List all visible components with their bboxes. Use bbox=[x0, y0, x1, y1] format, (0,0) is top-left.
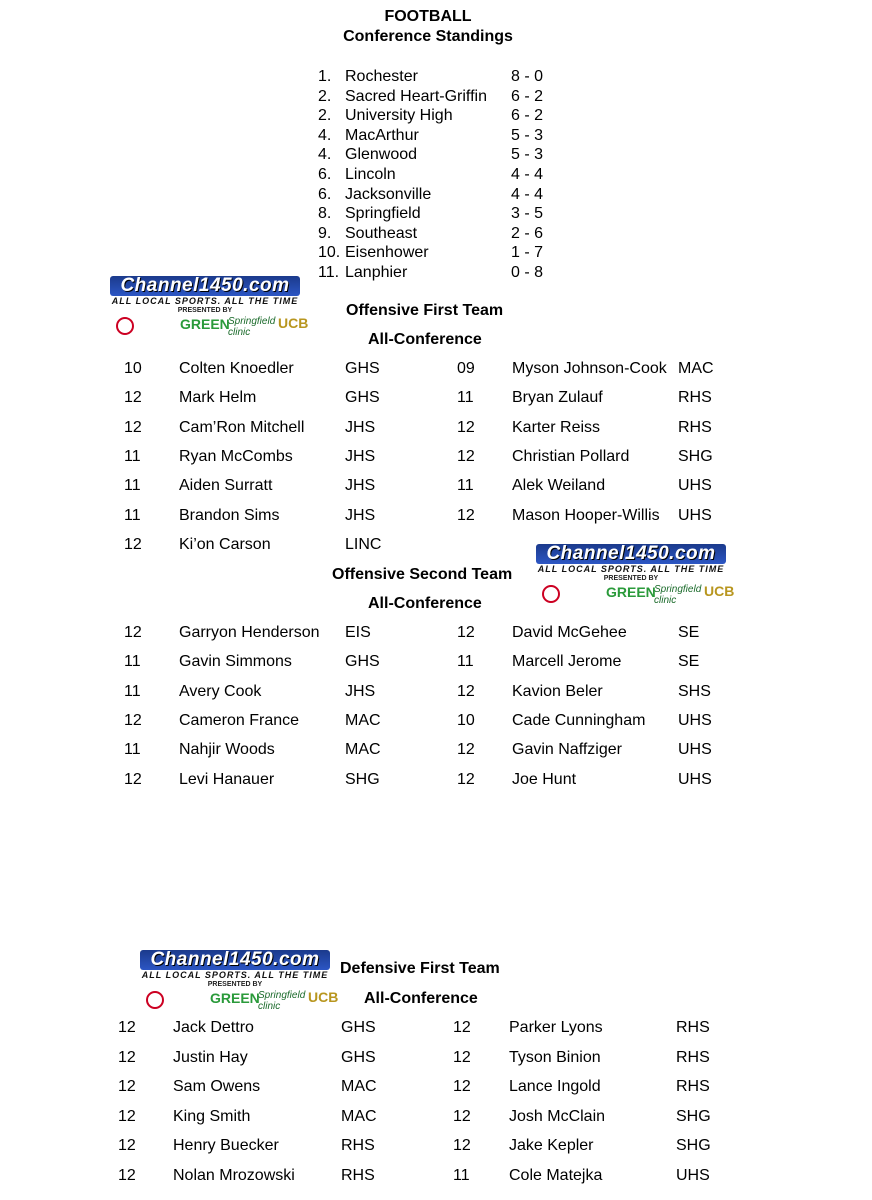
standing-record: 6 - 2 bbox=[511, 87, 544, 105]
standing-rank: 4. bbox=[318, 126, 332, 144]
player-name: Garryon Henderson bbox=[179, 624, 320, 641]
player-year: 12 bbox=[124, 535, 142, 553]
logo-brand: Channel1450.com bbox=[110, 276, 300, 296]
player-school: UHS bbox=[678, 506, 712, 524]
standing-team: Springfield bbox=[345, 205, 421, 223]
standing-team: Lincoln bbox=[345, 166, 396, 183]
player-year: 12 bbox=[118, 1167, 136, 1184]
channel1450-logo bbox=[536, 543, 735, 606]
standing-record: 6 - 2 bbox=[511, 107, 544, 125]
sponsor-springfield: Springfield clinic bbox=[258, 990, 306, 1012]
player-year: 12 bbox=[457, 447, 475, 465]
player-school: UHS bbox=[678, 741, 712, 759]
player-name: Colten Knoedler bbox=[179, 360, 294, 377]
player-year: 11 bbox=[457, 653, 474, 671]
player-school: SE bbox=[678, 653, 700, 671]
off-second-subheading: All-Conference bbox=[368, 595, 482, 612]
player-name: Jake Kepler bbox=[509, 1137, 594, 1155]
standing-rank: 11. bbox=[318, 264, 340, 281]
player-school: GHS bbox=[345, 653, 380, 671]
player-school: MAC bbox=[345, 741, 381, 759]
off-first-heading: Offensive First Team bbox=[346, 302, 504, 319]
player-name: Gavin Naffziger bbox=[512, 741, 622, 759]
player-year: 12 bbox=[124, 624, 142, 641]
player-year: 12 bbox=[124, 389, 142, 407]
player-name: Cameron France bbox=[179, 711, 300, 729]
player-school: RHS bbox=[676, 1078, 710, 1096]
player-year: 09 bbox=[457, 360, 475, 377]
player-year: 12 bbox=[453, 1107, 471, 1125]
player-name: Cole Matejka bbox=[509, 1167, 603, 1184]
sponsor-green: GREEN bbox=[606, 584, 656, 600]
player-school: MAC bbox=[341, 1078, 377, 1096]
sponsor-springfield: Springfield clinic bbox=[228, 316, 276, 338]
player-name: Bryan Zulauf bbox=[512, 389, 603, 407]
player-name: Ryan McCombs bbox=[179, 447, 293, 465]
player-school: LINC bbox=[345, 535, 382, 553]
player-name: David McGehee bbox=[512, 624, 627, 641]
player-name: Alek Weiland bbox=[512, 477, 606, 495]
player-name: Myson Johnson-Cook bbox=[512, 360, 667, 377]
player-name: Joe Hunt bbox=[512, 770, 577, 788]
player-school: JHS bbox=[345, 477, 376, 495]
airport-logo-icon bbox=[116, 317, 134, 335]
standing-record: 0 - 8 bbox=[511, 264, 544, 281]
page-title: FOOTBALL bbox=[384, 8, 472, 25]
logo-tagline: ALL LOCAL SPORTS. ALL THE TIME bbox=[111, 296, 299, 306]
player-name: Avery Cook bbox=[179, 682, 262, 700]
player-school: JHS bbox=[345, 682, 376, 700]
player-name: Karter Reiss bbox=[512, 418, 601, 436]
player-school: MAC bbox=[341, 1107, 377, 1125]
player-year: 12 bbox=[457, 506, 475, 524]
player-school: SHG bbox=[678, 447, 713, 465]
player-name: Marcell Jerome bbox=[512, 653, 622, 671]
off-first-subheading: All-Conference bbox=[368, 331, 482, 348]
player-year: 11 bbox=[124, 741, 141, 759]
logo-sponsors bbox=[140, 989, 339, 1012]
player-name: Ki’on Carson bbox=[179, 535, 271, 553]
player-school: UHS bbox=[678, 770, 712, 788]
player-school: SE bbox=[678, 624, 700, 641]
player-year: 12 bbox=[453, 1048, 471, 1066]
player-year: 11 bbox=[124, 477, 141, 495]
player-year: 12 bbox=[457, 770, 475, 788]
sponsor-green: GREEN bbox=[180, 316, 230, 332]
player-year: 11 bbox=[124, 653, 141, 671]
player-name: Gavin Simmons bbox=[179, 653, 292, 671]
player-year: 10 bbox=[124, 360, 142, 377]
player-name: Levi Hanauer bbox=[179, 770, 275, 788]
standing-team: Jacksonville bbox=[345, 185, 432, 203]
logo-presented: PRESENTED BY bbox=[603, 575, 659, 582]
standing-rank: 2. bbox=[318, 107, 332, 125]
standing-team: Southeast bbox=[345, 224, 418, 242]
player-name: Christian Pollard bbox=[512, 447, 630, 465]
standing-rank: 6. bbox=[318, 166, 332, 183]
player-school: UHS bbox=[678, 477, 712, 495]
player-name: Henry Buecker bbox=[173, 1137, 279, 1155]
player-name: Nolan Mrozowski bbox=[173, 1167, 295, 1184]
player-school: SHG bbox=[676, 1107, 711, 1125]
player-year: 12 bbox=[453, 1137, 471, 1155]
standing-rank: 2. bbox=[318, 87, 332, 105]
player-school: RHS bbox=[678, 418, 712, 436]
page-subtitle: Conference Standings bbox=[343, 28, 513, 45]
player-year: 12 bbox=[118, 1107, 136, 1125]
player-year: 12 bbox=[457, 682, 475, 700]
player-year: 10 bbox=[457, 711, 475, 729]
standing-rank: 9. bbox=[318, 224, 332, 242]
player-year: 12 bbox=[457, 624, 475, 641]
player-school: RHS bbox=[341, 1167, 375, 1184]
player-school: MAC bbox=[345, 711, 381, 729]
player-year: 11 bbox=[124, 682, 141, 700]
player-year: 12 bbox=[124, 418, 142, 436]
logo-presented: PRESENTED BY bbox=[207, 981, 263, 988]
logo-brand: Channel1450.com bbox=[536, 544, 726, 564]
player-year: 12 bbox=[453, 1078, 471, 1096]
player-name: Justin Hay bbox=[173, 1048, 248, 1066]
sponsor-ucb: UCB bbox=[704, 583, 735, 599]
logo-sponsors bbox=[110, 315, 309, 338]
player-year: 12 bbox=[118, 1019, 136, 1036]
player-year: 12 bbox=[457, 418, 475, 436]
player-name: Brandon Sims bbox=[179, 506, 280, 524]
player-school: RHS bbox=[678, 389, 712, 407]
standing-rank: 8. bbox=[318, 205, 332, 223]
player-year: 12 bbox=[124, 711, 142, 729]
player-year: 11 bbox=[124, 506, 141, 524]
player-year: 12 bbox=[457, 741, 475, 759]
standing-record: 4 - 4 bbox=[511, 185, 544, 203]
logo-presented: PRESENTED BY bbox=[177, 307, 233, 314]
standing-rank: 4. bbox=[318, 146, 332, 164]
player-name: Tyson Binion bbox=[509, 1048, 601, 1066]
player-year: 12 bbox=[118, 1048, 136, 1066]
player-year: 12 bbox=[453, 1019, 471, 1036]
standing-rank: 10. bbox=[318, 244, 341, 262]
player-name: Mark Helm bbox=[179, 389, 257, 407]
player-school: JHS bbox=[345, 447, 376, 465]
player-school: GHS bbox=[345, 389, 380, 407]
player-name: Kavion Beler bbox=[512, 682, 603, 700]
channel1450-logo bbox=[110, 275, 309, 338]
player-name: Jack Dettro bbox=[173, 1019, 254, 1036]
player-school: GHS bbox=[345, 360, 380, 377]
standing-team: University High bbox=[345, 107, 453, 125]
player-school: EIS bbox=[345, 624, 371, 641]
player-school: GHS bbox=[341, 1048, 376, 1066]
player-school: MAC bbox=[678, 360, 714, 377]
standing-rank: 6. bbox=[318, 185, 332, 203]
player-year: 11 bbox=[124, 447, 141, 465]
player-school: RHS bbox=[341, 1137, 375, 1155]
airport-logo-icon bbox=[146, 991, 164, 1009]
player-name: Cam’Ron Mitchell bbox=[179, 418, 305, 436]
logo-tagline: ALL LOCAL SPORTS. ALL THE TIME bbox=[141, 970, 329, 980]
standing-record: 2 - 6 bbox=[511, 224, 544, 242]
standing-team: Eisenhower bbox=[345, 244, 429, 262]
logo-sponsors bbox=[536, 583, 735, 606]
off-second-heading: Offensive Second Team bbox=[332, 566, 513, 583]
standing-team: Glenwood bbox=[345, 146, 418, 164]
player-name: Parker Lyons bbox=[509, 1019, 603, 1036]
logo-tagline: ALL LOCAL SPORTS. ALL THE TIME bbox=[537, 564, 725, 574]
standing-record: 3 - 5 bbox=[511, 205, 544, 223]
player-school: GHS bbox=[341, 1019, 376, 1036]
player-year: 12 bbox=[118, 1078, 136, 1096]
standing-record: 5 - 3 bbox=[511, 126, 544, 144]
def-first-subheading: All-Conference bbox=[364, 990, 478, 1007]
player-year: 12 bbox=[118, 1137, 136, 1155]
player-year: 11 bbox=[457, 389, 474, 407]
player-name: Lance Ingold bbox=[509, 1078, 601, 1096]
standing-team: Lanphier bbox=[345, 264, 408, 281]
player-name: Aiden Surratt bbox=[179, 477, 273, 495]
standing-record: 1 - 7 bbox=[511, 244, 544, 262]
standing-rank: 1. bbox=[318, 68, 332, 85]
player-school: JHS bbox=[345, 506, 376, 524]
sponsor-ucb: UCB bbox=[278, 315, 309, 331]
standing-team: Sacred Heart-Griffin bbox=[345, 87, 487, 105]
player-school: SHG bbox=[676, 1137, 711, 1155]
standing-record: 8 - 0 bbox=[511, 68, 544, 85]
player-name: Sam Owens bbox=[173, 1078, 261, 1096]
player-school: SHS bbox=[678, 682, 711, 700]
standing-record: 4 - 4 bbox=[511, 166, 544, 183]
player-school: RHS bbox=[676, 1048, 710, 1066]
def-first-heading: Defensive First Team bbox=[340, 960, 500, 977]
player-year: 11 bbox=[457, 477, 474, 495]
player-school: JHS bbox=[345, 418, 376, 436]
sponsor-ucb: UCB bbox=[308, 989, 339, 1005]
standing-record: 5 - 3 bbox=[511, 146, 544, 164]
player-name: Cade Cunningham bbox=[512, 711, 646, 729]
player-year: 11 bbox=[453, 1167, 470, 1184]
standing-team: MacArthur bbox=[345, 126, 419, 144]
player-school: UHS bbox=[678, 711, 712, 729]
airport-logo-icon bbox=[542, 585, 560, 603]
sponsor-springfield: Springfield clinic bbox=[654, 584, 702, 606]
channel1450-logo bbox=[140, 949, 339, 1012]
player-school: UHS bbox=[676, 1167, 710, 1184]
player-name: Josh McClain bbox=[509, 1107, 606, 1125]
player-year: 12 bbox=[124, 770, 142, 788]
player-name: Nahjir Woods bbox=[179, 741, 275, 759]
player-name: King Smith bbox=[173, 1107, 251, 1125]
standing-team: Rochester bbox=[345, 68, 418, 85]
player-name: Mason Hooper-Willis bbox=[512, 506, 660, 524]
logo-brand: Channel1450.com bbox=[140, 950, 330, 970]
sponsor-green: GREEN bbox=[210, 990, 260, 1006]
player-school: RHS bbox=[676, 1019, 710, 1036]
player-school: SHG bbox=[345, 770, 380, 788]
